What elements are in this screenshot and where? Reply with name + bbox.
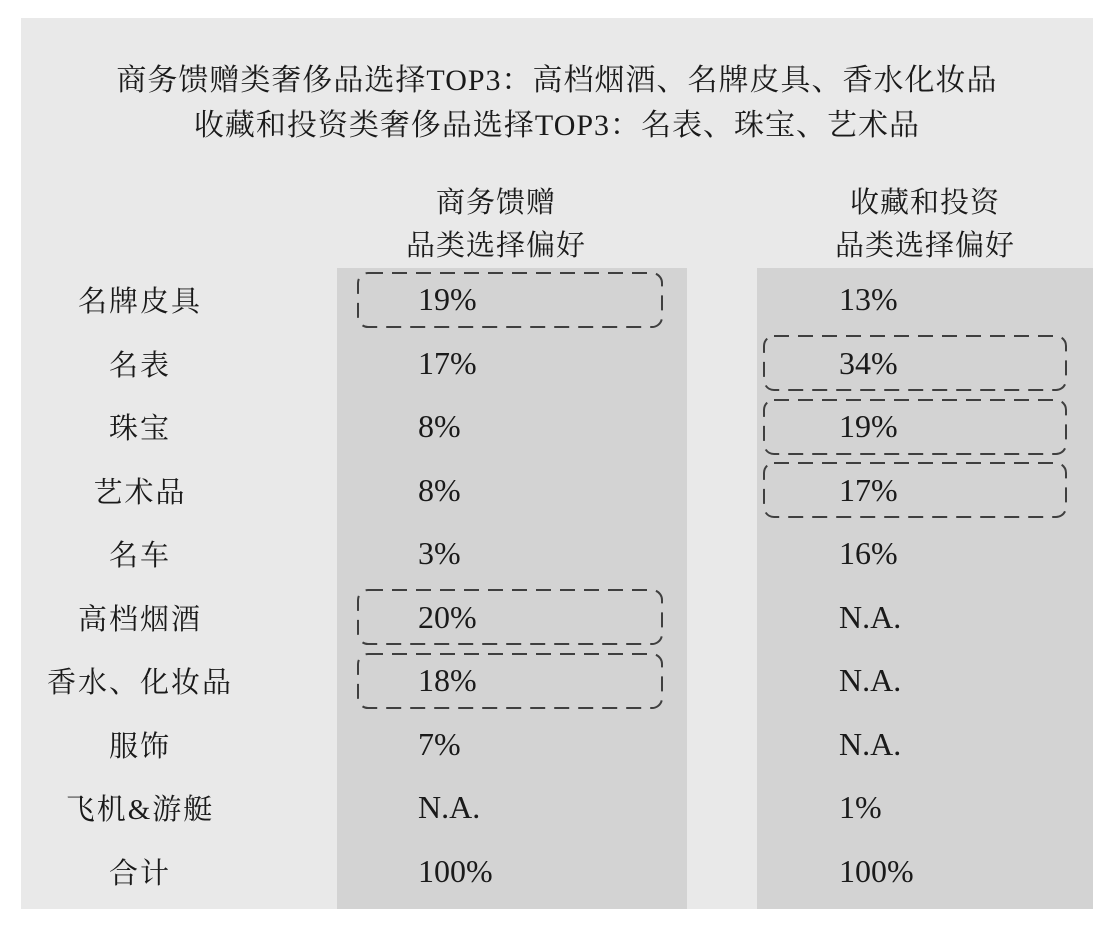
collection-investment-value: 1%: [839, 789, 882, 826]
row-label: 名牌皮具: [77, 286, 202, 319]
collection-investment-value: 13%: [839, 281, 898, 318]
collection-investment-value: 19%: [839, 408, 898, 445]
collection-investment-value: 17%: [839, 471, 898, 508]
business-gifting-value: 8%: [418, 471, 461, 508]
figure-title-line-2: 收藏和投资类奢侈品选择TOP3：名表、珠宝、艺术品: [193, 109, 921, 142]
row-label: 飞机&游艇: [65, 794, 215, 827]
business-gifting-value: 7%: [418, 725, 461, 762]
collection-investment-header-line-2: 品类选择偏好: [834, 230, 1015, 262]
table-row: [0, 713, 1110, 777]
data-rows: [0, 268, 1110, 903]
top3-highlight-box: [357, 589, 663, 645]
table-row: [0, 332, 1110, 396]
collection-investment-header-line-1: 收藏和投资: [849, 187, 1000, 219]
collection-investment-value: 34%: [839, 344, 898, 381]
row-label: 香水、化妆品: [46, 667, 233, 700]
row-label: 服饰: [108, 730, 171, 763]
table-row: [0, 649, 1110, 713]
table-row: [0, 840, 1110, 904]
collection-investment-column-header: [760, 182, 1090, 268]
table-row: [0, 395, 1110, 459]
business-gifting-value: 18%: [418, 662, 477, 699]
business-gifting-value: 3%: [418, 535, 461, 572]
row-label: 名表: [108, 349, 171, 382]
business-gifting-header-line-1: 商务馈赠: [435, 187, 556, 219]
top3-highlight-box: [763, 335, 1067, 391]
business-gifting-value: 100%: [418, 852, 493, 889]
top3-highlight-box: [763, 462, 1067, 518]
row-label: 珠宝: [108, 413, 171, 446]
figure-title: [21, 58, 1093, 148]
business-gifting-value: 20%: [418, 598, 477, 635]
collection-investment-value: N.A.: [839, 662, 902, 699]
row-label: 高档烟酒: [77, 603, 202, 636]
top3-highlight-box: [357, 272, 663, 328]
row-label: 名车: [108, 540, 171, 573]
business-gifting-column-header: [331, 182, 661, 268]
table-row: [0, 586, 1110, 650]
table-row: [0, 522, 1110, 586]
business-gifting-value: N.A.: [418, 789, 481, 826]
business-gifting-value: 8%: [418, 408, 461, 445]
business-gifting-value: 17%: [418, 344, 477, 381]
top3-highlight-box: [357, 653, 663, 709]
row-label: 合计: [108, 857, 171, 890]
collection-investment-value: N.A.: [839, 725, 902, 762]
collection-investment-value: 100%: [839, 852, 914, 889]
top3-highlight-box: [763, 399, 1067, 455]
business-gifting-header-line-2: 品类选择偏好: [405, 230, 586, 262]
table-row: [0, 268, 1110, 332]
row-label: 艺术品: [93, 476, 187, 509]
business-gifting-value: 19%: [418, 281, 477, 318]
table-row: [0, 459, 1110, 523]
table-row: [0, 776, 1110, 840]
figure-title-line-1: 商务馈赠类奢侈品选择TOP3：高档烟酒、名牌皮具、香水化妆品: [116, 64, 998, 97]
collection-investment-value: N.A.: [839, 598, 902, 635]
collection-investment-value: 16%: [839, 535, 898, 572]
